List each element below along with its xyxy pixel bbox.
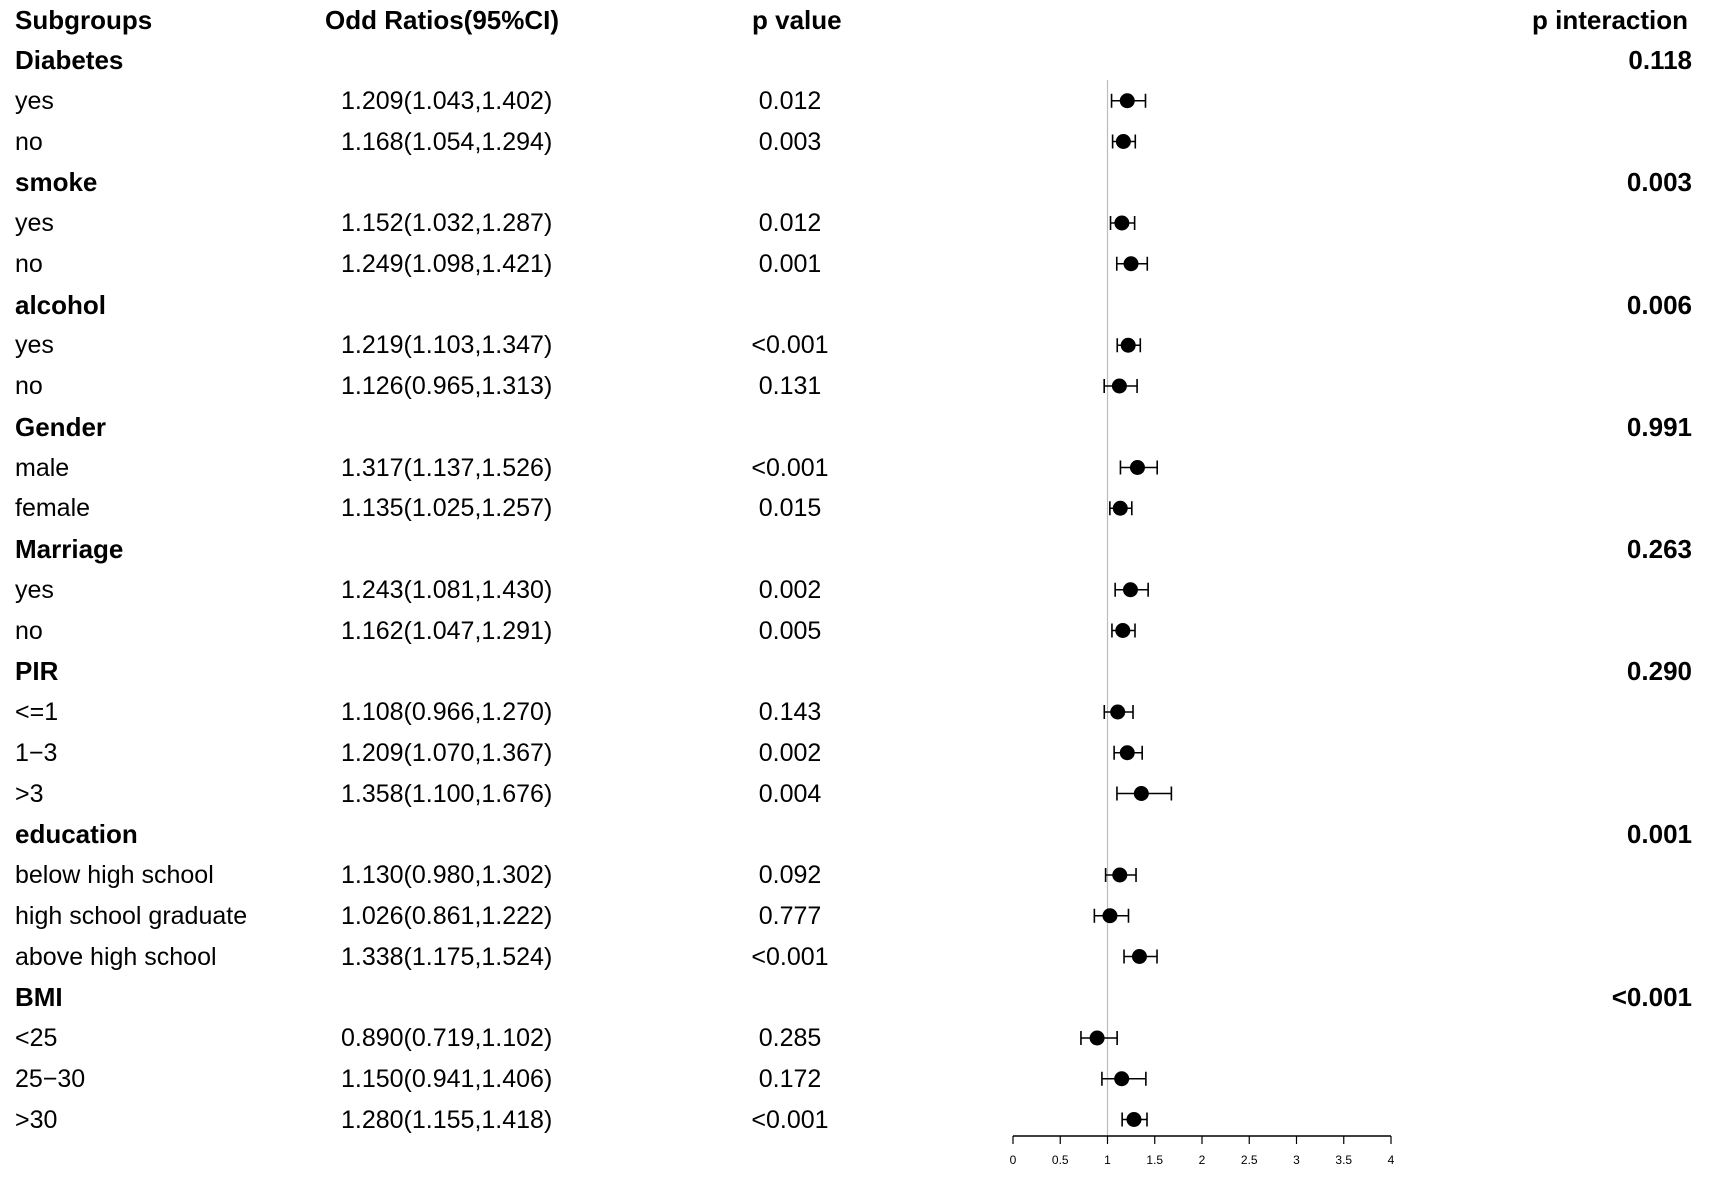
x-tick-label: 2.5: [1240, 1153, 1258, 1167]
p-interaction-value: 0.991: [1626, 411, 1692, 442]
odds-ratio-text: 1.338(1.175,1.524): [341, 942, 553, 971]
header-subgroups: Subgroups: [15, 5, 153, 35]
p-value-text: 0.003: [758, 127, 822, 156]
odds-ratio-text: 1.130(0.980,1.302): [341, 861, 553, 889]
odds-ratio-text: 1.280(1.155,1.418): [341, 1105, 553, 1134]
subgroup-label: <25: [15, 1024, 58, 1052]
subgroup-label: >30: [15, 1105, 58, 1134]
x-tick-label: 0: [1009, 1153, 1017, 1167]
subgroup-label: 25−30: [15, 1064, 86, 1093]
p-value-text: 0.012: [758, 209, 822, 237]
point-estimate: [1113, 501, 1128, 516]
odds-ratio-text: 1.317(1.137,1.526): [341, 453, 553, 482]
group-label: education: [15, 819, 138, 850]
subgroup-label: high school graduate: [15, 901, 248, 930]
odds-ratio-text: 1.168(1.054,1.294): [341, 127, 553, 156]
odds-ratio-text: 1.126(0.965,1.313): [341, 372, 553, 400]
group-label: BMI: [15, 982, 63, 1013]
p-value-text: <0.001: [751, 942, 829, 971]
p-value-text: 0.002: [758, 575, 822, 604]
point-estimate: [1115, 623, 1130, 638]
p-value-text: 0.004: [758, 779, 822, 808]
group-label: smoke: [15, 167, 98, 198]
odds-ratio-text: 1.209(1.070,1.367): [341, 738, 553, 767]
subgroup-label: <=1: [15, 698, 59, 726]
point-estimate: [1114, 1071, 1129, 1086]
p-value-text: 0.172: [758, 1064, 822, 1093]
p-value-text: 0.092: [758, 861, 822, 889]
odds-ratio-text: 1.152(1.032,1.287): [341, 209, 553, 237]
point-estimate: [1130, 460, 1145, 475]
p-value-text: 0.143: [758, 698, 822, 726]
point-estimate: [1126, 1112, 1141, 1127]
subgroup-label: yes: [15, 331, 54, 360]
odds-ratio-text: 1.243(1.081,1.430): [341, 575, 553, 604]
p-value-text: 0.012: [758, 86, 822, 115]
p-value-text: 0.131: [758, 372, 822, 400]
p-interaction-value: 0.263: [1626, 534, 1692, 564]
subgroup-label: >3: [15, 779, 44, 808]
p-value-text: 0.285: [758, 1024, 822, 1052]
point-estimate: [1121, 338, 1136, 353]
x-tick-label: 0.5: [1051, 1153, 1069, 1167]
x-tick-label: 3.5: [1335, 1153, 1353, 1167]
odds-ratio-text: 1.150(0.941,1.406): [341, 1064, 553, 1093]
point-estimate: [1120, 745, 1135, 760]
point-estimate: [1112, 379, 1127, 394]
odds-ratio-text: 1.249(1.098,1.421): [341, 249, 553, 278]
point-estimate: [1112, 868, 1127, 883]
odds-ratio-text: 1.219(1.103,1.347): [341, 331, 553, 360]
x-tick-label: 1.5: [1146, 1153, 1164, 1167]
point-estimate: [1090, 1031, 1105, 1046]
p-interaction-value: 0.290: [1626, 656, 1692, 687]
group-label: Marriage: [15, 534, 124, 564]
point-estimate: [1132, 949, 1147, 964]
x-tick-label: 3: [1293, 1153, 1300, 1167]
p-value-text: 0.015: [758, 494, 822, 523]
group-label: Gender: [15, 411, 107, 442]
x-tick-label: 2: [1198, 1153, 1206, 1167]
point-estimate: [1124, 256, 1139, 271]
subgroup-label: no: [15, 372, 43, 400]
p-interaction-value: 0.118: [1628, 45, 1692, 75]
odds-ratio-text: 1.358(1.100,1.676): [341, 779, 553, 808]
header-p-value: p value: [752, 5, 842, 35]
x-tick-label: 1: [1104, 1153, 1111, 1167]
p-value-text: 0.777: [758, 901, 822, 930]
point-estimate: [1120, 93, 1135, 108]
p-value-text: 0.001: [758, 249, 822, 278]
header-odds-ratio: Odd Ratios(95%CI): [325, 5, 560, 35]
subgroup-label: yes: [15, 86, 54, 115]
odds-ratio-text: 1.209(1.043,1.402): [341, 86, 553, 115]
subgroup-label: no: [15, 616, 43, 645]
point-estimate: [1116, 134, 1131, 149]
subgroup-label: no: [15, 249, 43, 278]
p-interaction-value: <0.001: [1611, 982, 1692, 1013]
p-value-text: <0.001: [751, 453, 829, 482]
subgroup-label: below high school: [15, 861, 214, 889]
group-label: PIR: [15, 656, 59, 687]
p-interaction-value: 0.006: [1626, 289, 1692, 320]
p-interaction-value: 0.003: [1626, 167, 1692, 198]
group-label: alcohol: [15, 289, 107, 320]
point-estimate: [1102, 908, 1117, 923]
odds-ratio-text: 0.890(0.719,1.102): [341, 1024, 553, 1052]
subgroup-label: yes: [15, 209, 54, 237]
subgroup-label: no: [15, 127, 43, 156]
p-value-text: 0.005: [758, 616, 822, 645]
point-estimate: [1110, 705, 1125, 720]
header-p-interaction: p interaction: [1532, 5, 1689, 35]
subgroup-label: male: [15, 453, 70, 482]
x-tick-label: 4: [1387, 1153, 1395, 1167]
odds-ratio-text: 1.108(0.966,1.270): [341, 698, 553, 726]
p-value-text: 0.002: [758, 738, 822, 767]
point-estimate: [1114, 216, 1129, 231]
subgroup-label: female: [15, 494, 91, 523]
point-estimate: [1134, 786, 1149, 801]
subgroup-label: 1−3: [15, 738, 58, 767]
point-estimate: [1123, 582, 1138, 597]
odds-ratio-text: 1.026(0.861,1.222): [341, 901, 553, 930]
group-label: Diabetes: [15, 45, 124, 75]
p-interaction-value: 0.001: [1626, 819, 1692, 850]
subgroup-label: yes: [15, 575, 54, 604]
subgroup-label: above high school: [15, 942, 217, 971]
odds-ratio-text: 1.135(1.025,1.257): [341, 494, 553, 523]
p-value-text: <0.001: [751, 331, 829, 360]
odds-ratio-text: 1.162(1.047,1.291): [341, 616, 553, 645]
p-value-text: <0.001: [751, 1105, 829, 1134]
